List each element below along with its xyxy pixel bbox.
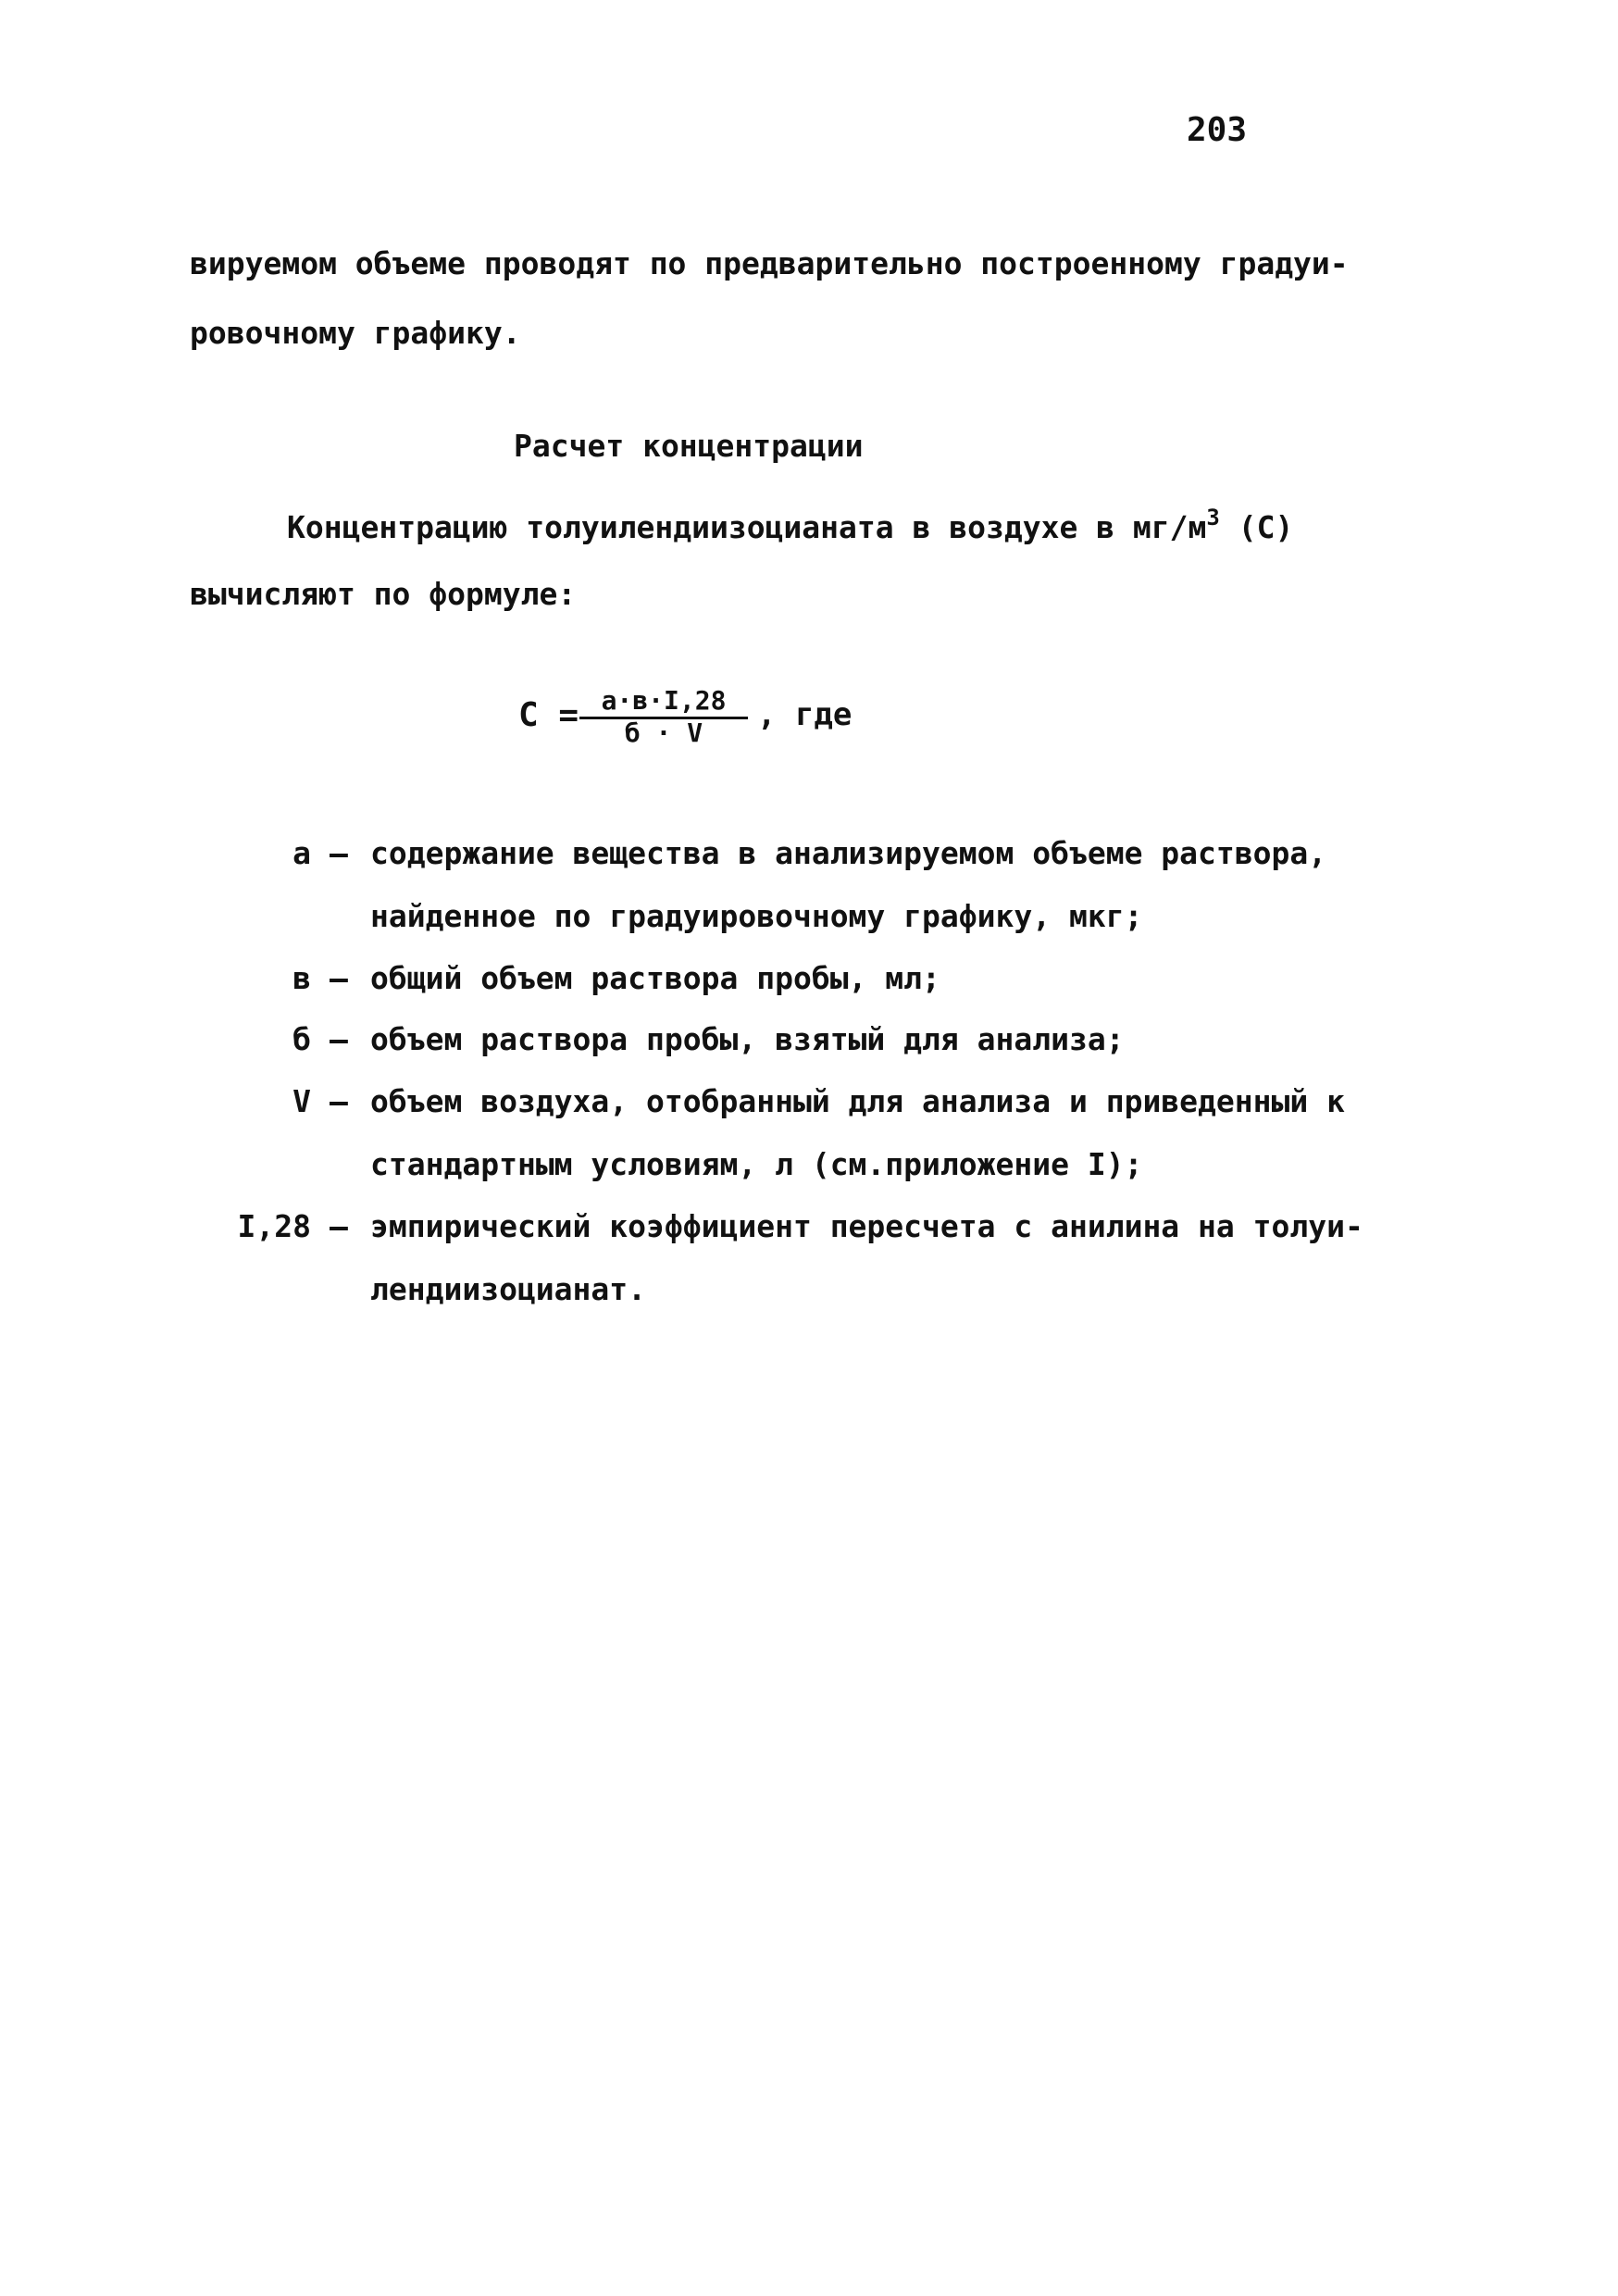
definition-dash: – — [330, 960, 348, 996]
superscript: 3 — [1206, 505, 1220, 530]
paragraph-suffix: (С) — [1219, 509, 1294, 545]
definition-symbol: V — [292, 1083, 311, 1119]
definition-line: стандартным условиям, л (см.приложение I); — [370, 1146, 1143, 1182]
definition-symbol: в — [292, 960, 311, 996]
formula-numerator: а·в·I,28 — [601, 685, 727, 716]
formula-tail: , где — [757, 696, 853, 733]
paragraph-line-2: вычисляют по формуле: — [190, 576, 577, 612]
definition-line: объем воздуха, отобранный для анализа и приведенный к — [370, 1083, 1345, 1119]
formula-fraction — [576, 685, 752, 747]
definition-symbol: б — [292, 1021, 311, 1057]
paragraph-line-1 — [287, 505, 1293, 545]
formula-denominator: б · V — [624, 718, 703, 748]
definition-line: эмпирический коэффициент пересчета с анилина на толуи- — [370, 1208, 1363, 1244]
definition-line: найденное по градуировочному графику, мкг; — [370, 898, 1143, 934]
definition-line: объем раствора пробы, взятый для анализа; — [370, 1021, 1125, 1057]
paragraph-text: Концентрацию толуилендиизоцианата в воздухе в мг/м — [287, 509, 1207, 545]
formula — [518, 685, 981, 750]
intro-line-1: вируемом объеме проводят по предварительно построенному градуи- — [190, 245, 1349, 281]
definition-line: общий объем раствора пробы, мл; — [370, 960, 940, 996]
formula-lhs: С = — [518, 696, 579, 734]
definition-line: лендиизоцианат. — [370, 1271, 647, 1307]
definition-dash: – — [330, 1208, 348, 1244]
definition-dash: – — [330, 1083, 348, 1119]
intro-line-2: ровочному графику. — [190, 315, 521, 351]
definition-dash: – — [330, 1021, 348, 1057]
definition-symbol: I,28 — [237, 1208, 311, 1244]
definition-symbol: а — [292, 835, 311, 871]
definition-line: содержание вещества в анализируемом объеме раствора, — [370, 835, 1327, 871]
section-heading: Расчет концентрации — [514, 428, 864, 464]
definition-dash: – — [330, 835, 348, 871]
page-number: 203 — [1187, 111, 1248, 149]
